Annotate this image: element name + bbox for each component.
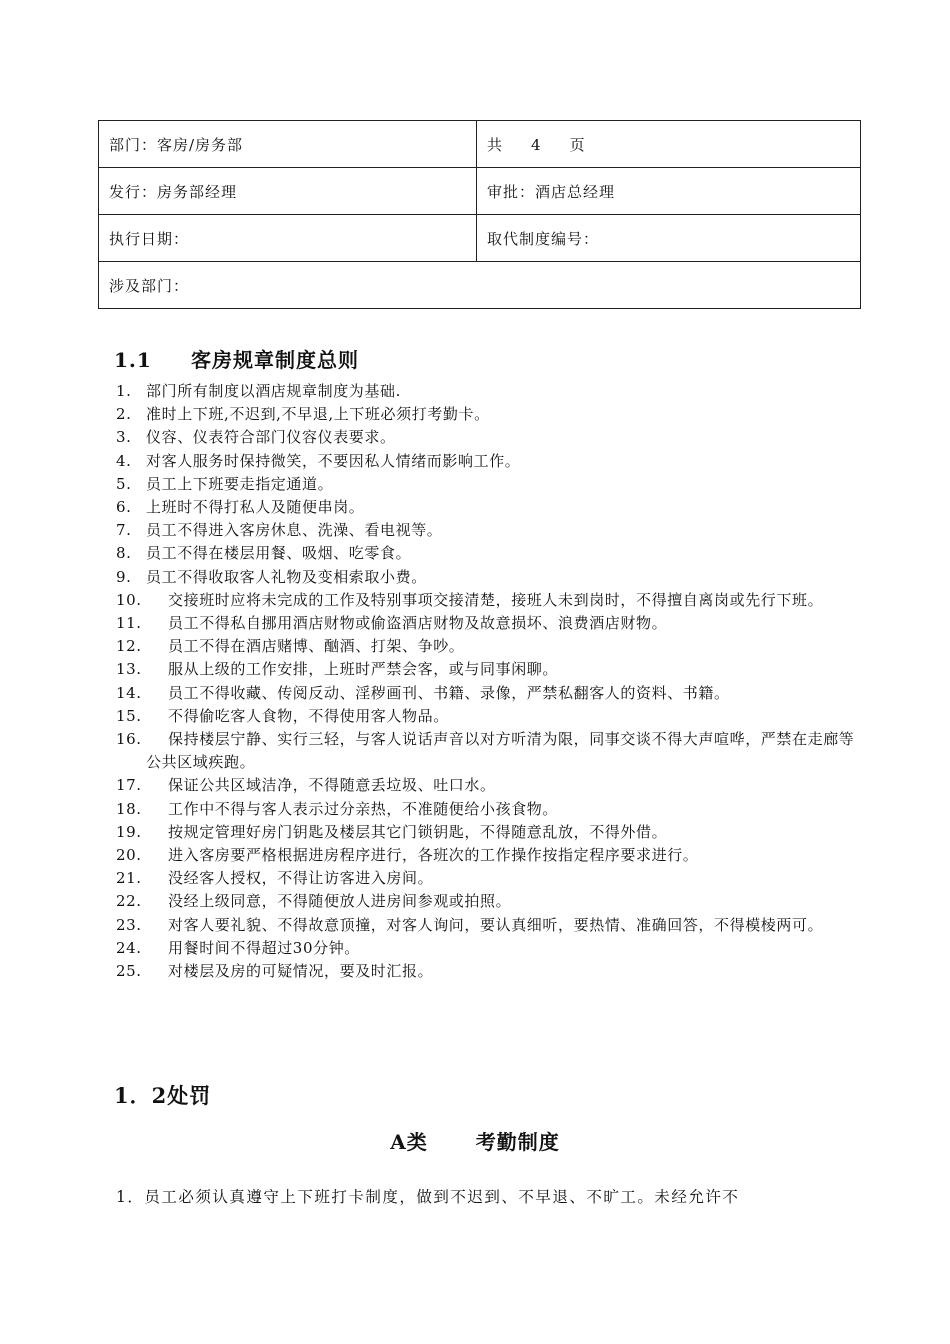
list-item [116,450,856,473]
list-item-text: 仪容、仪表符合部门仪容仪表要求。 [146,428,396,447]
list-item [116,589,856,612]
list-item-number: 20. [116,846,142,865]
replace-number-cell: 取代制度编号： [477,215,861,262]
table-row [99,215,861,262]
list-item-number: 18. [116,799,142,818]
list-item [116,844,856,867]
category-title: 考勤制度 [475,1130,560,1154]
list-item-text: 员工不得收藏、传阅反动、淫秽画刊、书籍、录像，严禁私翻客人的资料、书籍。 [168,683,730,702]
list-item [116,867,856,890]
list-item-text: 按规定管理好房门钥匙及楼层其它门锁钥匙，不得随意乱放，不得外借。 [168,822,668,841]
page-count-cell [477,121,861,168]
list-item-number: 5. [116,474,132,493]
list-item-text: 没经客人授权，不得让访客进入房间。 [168,869,434,888]
list-item-text: 员工不得进入客房休息、洗澡、看电视等。 [146,521,443,540]
list-item-text: 员工不得私自挪用酒店财物或偷盗酒店财物及故意损坏、浪费酒店财物。 [168,614,668,633]
list-item-number: 9. [116,567,132,586]
list-item [116,612,856,635]
list-item [116,426,856,449]
issuer-cell: 发行：房务部经理 [99,168,477,215]
list-item-number: 6. [116,498,132,517]
rules-list [116,380,856,983]
list-item-number: 16. [116,730,142,749]
list-item-number: 17. [116,776,142,795]
involved-departments-cell: 涉及部门： [99,262,861,309]
list-item-text: 员工不得在酒店赌博、酗酒、打架、争吵。 [168,637,465,656]
list-item-text: 员工不得在楼层用餐、吸烟、吃零食。 [146,544,412,563]
list-item-number: 25. [116,962,142,981]
list-item [116,960,856,983]
list-item-text: 员工不得收取客人礼物及变相索取小费。 [146,567,427,586]
list-item-number: 10. [116,590,142,609]
list-item-text: 不得偷吃客人食物，不得使用客人物品。 [168,706,449,725]
list-item-number: 14. [116,683,142,702]
section-number: 1.1 [114,348,152,372]
list-item-text: 准时上下班,不迟到,不早退,上下班必须打考勤卡。 [146,405,490,424]
category-label: A类 [390,1130,428,1154]
list-item-text: 进入客房要严格根据进房程序进行，各班次的工作操作按指定程序要求进行。 [168,846,699,865]
category-heading [0,1126,950,1155]
list-item-text: 服从上级的工作安排，上班时严禁会客，或与同事闲聊。 [168,660,559,679]
list-item [116,914,856,937]
section-heading-penalties: 1．2处罚 [114,1083,212,1108]
table-row [99,168,861,215]
table-row [99,121,861,168]
page-count-value: 4 [531,135,542,154]
list-item [116,682,856,705]
list-item-text: 对客人要礼貌、不得故意顶撞，对客人询问，要认真细听，要热情、准确回答，不得模棱两可。 [168,915,824,934]
approver-cell: 审批：酒店总经理 [477,168,861,215]
list-item-number: 23. [116,915,142,934]
list-item [116,658,856,681]
list-item-number: 19. [116,822,142,841]
list-item-text: 交接班时应将未完成的工作及特别事项交接清楚，接班人未到岗时，不得擅自离岗或先行下班。 [168,590,824,609]
list-item-text: 保持楼层宁静、实行三轻，与客人说话声音以对方听清为限，同事交谈不得大声喧哗，严禁在走廊等公共区域疾跑。 [146,730,855,772]
list-item [116,380,856,403]
list-item [116,890,856,913]
list-item-number: 21. [116,869,142,888]
list-item-text: 用餐时间不得超过30分钟。 [168,938,360,957]
list-item-text: 上班时不得打私人及随便串岗。 [146,498,365,517]
list-item-number: 7. [116,521,132,540]
list-item [116,566,856,589]
table-row [99,262,861,309]
list-item [116,542,856,565]
list-item [116,635,856,658]
page-count-unit: 页 [569,135,586,154]
list-item-text: 没经上级同意，不得随便放人进房间参观或拍照。 [168,892,512,911]
list-item [116,705,856,728]
exec-date-cell: 执行日期： [99,215,477,262]
list-item [116,473,856,496]
page-count-label: 共 [487,135,504,154]
section-title: 客房规章制度总则 [191,348,359,372]
body-paragraph: 1．员工必须认真遵守上下班打卡制度，做到不迟到、不早退、不旷工。未经允许不 [116,1188,740,1206]
list-item-text: 工作中不得与客人表示过分亲热，不准随便给小孩食物。 [168,799,559,818]
list-item [116,403,856,426]
list-item-number: 13. [116,660,142,679]
list-item-number: 22. [116,892,142,911]
list-item-text: 部门所有制度以酒店规章制度为基础. [146,382,401,400]
list-item-text: 对客人服务时保持微笑，不要因私人情绪而影响工作。 [146,451,521,470]
list-item [116,821,856,844]
list-item [116,728,856,774]
department-cell: 部门：客房/房务部 [99,121,477,168]
list-item [116,519,856,542]
list-item-number: 11. [116,614,142,633]
list-item-text: 保证公共区域洁净，不得随意丢垃圾、吐口水。 [168,776,496,795]
document-header-table [98,120,861,309]
list-item-text: 对楼层及房的可疑情况，要及时汇报。 [168,962,434,981]
list-item-number: 4. [116,451,132,470]
list-item-number: 1. [116,382,132,400]
list-item-number: 12. [116,637,142,656]
list-item-text: 员工上下班要走指定通道。 [146,474,334,493]
list-item [116,496,856,519]
list-item-number: 15. [116,706,142,725]
list-item-number: 8. [116,544,132,563]
list-item-number: 24. [116,938,142,957]
list-item-number: 3. [116,428,132,447]
list-item [116,937,856,960]
list-item [116,774,856,797]
list-item-number: 2. [116,405,132,424]
list-item [116,798,856,821]
section-heading-general-rules [114,344,359,373]
